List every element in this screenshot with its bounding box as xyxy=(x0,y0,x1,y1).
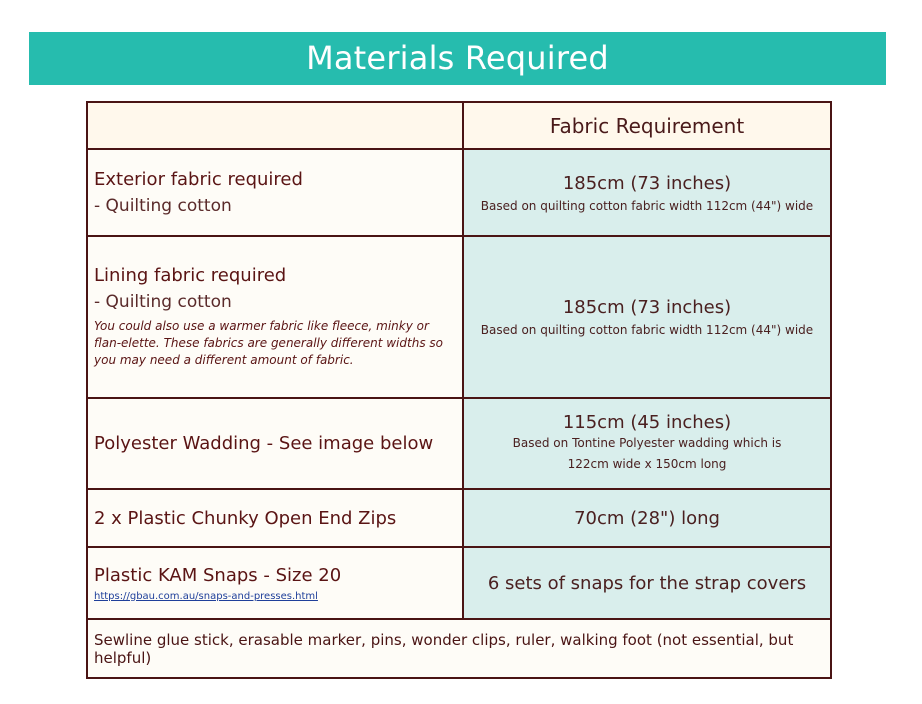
requirement-cell xyxy=(463,489,831,547)
table-row xyxy=(87,547,831,619)
requirement-cell xyxy=(463,398,831,489)
material-title: 2 x Plastic Chunky Open End Zips xyxy=(94,507,397,529)
requirement-amount: 185cm (73 inches) xyxy=(562,172,732,194)
materials-table xyxy=(86,101,832,679)
material-title: Exterior fabric required xyxy=(94,169,303,190)
table-footer-row xyxy=(87,619,831,678)
material-subtitle: - Quilting cotton xyxy=(94,292,232,312)
table-row xyxy=(87,398,831,489)
header-cell-empty xyxy=(87,102,463,149)
table-row xyxy=(87,489,831,547)
header-cell-fabric-requirement: Fabric Requirement xyxy=(463,102,831,149)
requirement-amount: 185cm (73 inches) xyxy=(562,297,732,318)
material-cell xyxy=(87,489,463,547)
material-title: Plastic KAM Snaps - Size 20 xyxy=(94,564,342,586)
material-title: Polyester Wadding - See image below xyxy=(94,433,434,454)
table-header-row xyxy=(87,102,831,149)
material-title: Lining fabric required xyxy=(94,265,287,286)
table-row xyxy=(87,149,831,236)
requirement-amount: 115cm (45 inches) xyxy=(562,412,732,433)
requirement-detail: Based on quilting cotton fabric width 112cm (44") wide xyxy=(480,198,814,213)
material-cell xyxy=(87,547,463,619)
requirement-amount: 6 sets of snaps for the strap covers xyxy=(487,572,807,594)
requirement-detail-line1: Based on Tontine Polyester wadding which is xyxy=(512,436,782,450)
material-note: You could also use a warmer fabric like fleece, minky or flan-elette. These fabrics are generally different widths so you may need a different amount of fabric. xyxy=(94,319,443,367)
table-row xyxy=(87,236,831,398)
requirement-detail: Based on quilting cotton fabric width 112cm (44") wide xyxy=(480,323,814,337)
requirement-cell xyxy=(463,547,831,619)
page-title-banner xyxy=(29,32,886,85)
requirement-amount: 70cm (28") long xyxy=(574,507,720,529)
requirement-cell xyxy=(463,149,831,236)
requirement-detail-line2: 122cm wide x 150cm long xyxy=(567,457,727,471)
page-title: Materials Required xyxy=(306,39,609,77)
additional-supplies: Sewline glue stick, erasable marker, pins, wonder clips, ruler, walking foot (not essential, but helpful) xyxy=(87,619,831,678)
material-cell xyxy=(87,236,463,398)
material-subtitle: - Quilting cotton xyxy=(94,196,232,216)
material-cell xyxy=(87,398,463,489)
material-cell xyxy=(87,149,463,236)
snaps-link[interactable]: https://gbau.com.au/snaps-and-presses.html xyxy=(94,590,318,602)
requirement-cell xyxy=(463,236,831,398)
